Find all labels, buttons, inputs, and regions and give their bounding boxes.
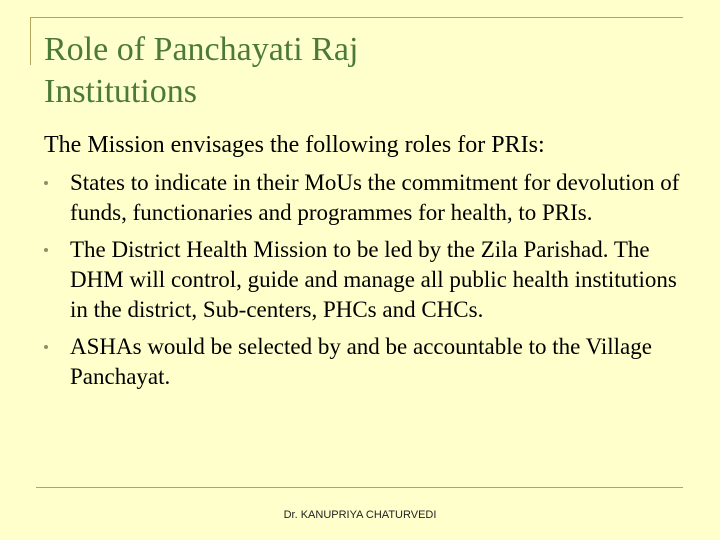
bullet-dot-icon [44,345,48,349]
bottom-divider [36,487,683,488]
bullet-item [44,332,684,392]
top-divider [30,17,683,18]
bullet-dot-icon [44,248,48,252]
intro-text: The Mission envisages the following roles for PRIs: [44,132,545,158]
bullet-item [44,235,684,325]
bullet-dot-icon [44,181,48,185]
bullet-list [44,168,684,399]
bullet-text: ASHAs would be selected by and be accountable to the Village Panchayat. [70,334,652,389]
slide-title-line-2: Institutions [44,73,198,110]
bullet-text: The District Health Mission to be led by the Zila Parishad. The DHM will control, guide and manage all public health institutions in the district, Sub-centers, PHCs and CHCs. [70,237,677,322]
left-divider [30,17,31,65]
bullet-item [44,168,684,228]
bullet-text: States to indicate in their MoUs the commitment for devolution of funds, functionaries and programmes for health, to PRIs. [70,170,680,225]
slide-title [44,29,358,113]
slide-title-line-1: Role of Panchayati Raj [44,31,359,68]
footer-author: Dr. KANUPRIYA CHATURVEDI [283,509,437,521]
